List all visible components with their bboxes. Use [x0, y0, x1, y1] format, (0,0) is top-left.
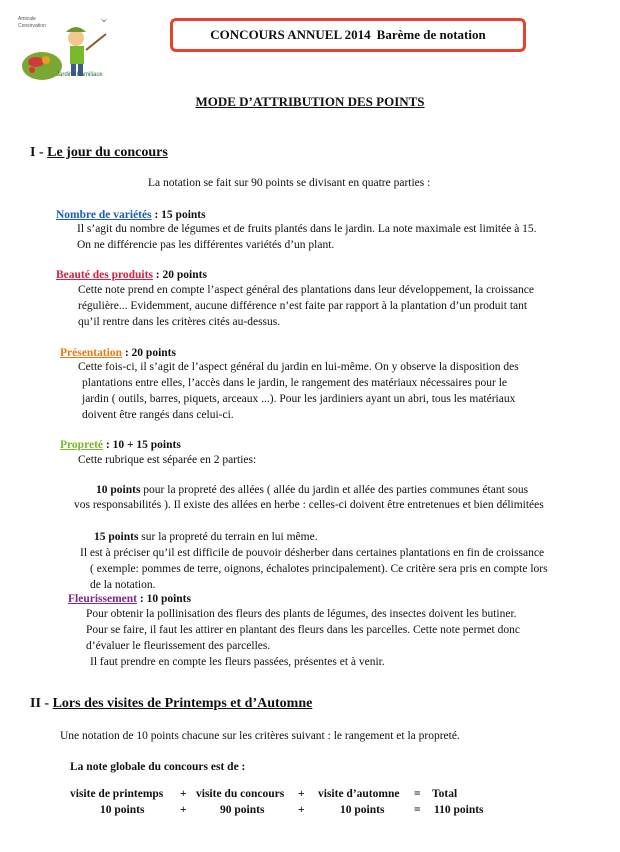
fleurissement-line2: Pour se faire, il faut les attirer en plantant des fleurs dans les parcelles. Cette note permet donc: [86, 624, 520, 636]
beaute-label: Beauté des produits: [56, 269, 153, 281]
proprete-part-b-line4: de la notation.: [90, 579, 156, 591]
proprete-part-a-line2: vos responsabilités ). Il existe des allées en herbe : celles-ci doivent être entretenues et bien délimitées: [74, 499, 544, 511]
total-row-2-c4: +: [298, 804, 305, 816]
varietes-line2: On ne différencie pas les différentes variétés d’un plant.: [77, 239, 335, 251]
fleurissement-line3: d’évaluer le fleurissement des parcelles.: [86, 640, 271, 652]
fleurissement-points: : 10 points: [136, 593, 191, 605]
total-row-1-c2: +: [180, 788, 187, 800]
club-logo: [14, 14, 124, 94]
logo-line1: Amicale: [18, 16, 36, 22]
presentation-points: : 20 points: [121, 347, 176, 359]
total-row-1-c1: visite de printemps: [70, 788, 164, 800]
proprete-intro: Cette rubrique est séparée en 2 parties:: [78, 454, 257, 466]
total-row-2-c2: +: [180, 804, 187, 816]
proprete-part-a-line1: [96, 482, 528, 498]
global-score-label: La note globale du concours est de :: [70, 761, 246, 773]
presentation-line4: doivent être rangés dans celui-ci.: [82, 409, 234, 421]
fleurissement-heading: [68, 591, 191, 607]
proprete-heading: [60, 437, 181, 453]
header-subtitle: Barème de notation: [376, 27, 486, 42]
total-row-1-c4: +: [298, 788, 305, 800]
presentation-line2: plantations entre elles, l’accès dans le jardin, le rangement des matériaux nécessaires pour le: [82, 377, 508, 389]
beaute-line3: qu’il rentre dans les critères cités au-dessus.: [78, 316, 281, 328]
logo-line2: Consirvation: [18, 23, 46, 29]
section1-heading: [30, 145, 168, 161]
total-row-1-c6: =: [414, 788, 421, 800]
beaute-heading: [56, 267, 207, 283]
proprete-part-a-points: 10 points: [96, 484, 141, 496]
proprete-part-b-line3: ( exemple: pommes de terre, oignons, échalotes principalement). Ce critère sera pris en compte lors: [90, 563, 548, 575]
proprete-points: : 10 + 15 points: [103, 439, 181, 451]
fleurissement-line1: Pour obtenir la pollinisation des fleurs des plants de légumes, des insectes doivent les butiner.: [86, 608, 517, 620]
varietes-points: : 15 points: [151, 209, 206, 221]
header-banner: [170, 18, 526, 52]
beaute-line1: Cette note prend en compte l’aspect général des plantations dans leur développement, la croissance: [78, 284, 534, 296]
proprete-part-b-text: sur la propreté du terrain en lui même.: [138, 531, 318, 543]
section2-intro: Une notation de 10 points chacune sur les critères suivant : le rangement et la propreté.: [60, 730, 460, 742]
total-row-2-c6: =: [414, 804, 421, 816]
section1-title: Le jour du concours: [47, 145, 168, 160]
presentation-line1: Cette fois-ci, il s’agit de l’aspect général du jardin en lui-même. On y observe la disposition des: [78, 361, 519, 373]
total-row-1-c5: visite d’automne: [318, 788, 400, 800]
section1-intro: La notation se fait sur 90 points se divisant en quatre parties :: [148, 177, 431, 189]
presentation-line3: jardin ( outils, barres, piquets, arceaux ...). Pour les jardiniers ayant un abri, tous les matériaux: [82, 393, 516, 405]
fleurissement-line4: Il faut prendre en compte les fleurs passées, présentes et à venir.: [90, 656, 385, 668]
total-row-2-c5: 10 points: [340, 804, 385, 816]
total-row-2-c7: 110 points: [434, 804, 484, 816]
logo-text: Jardins Familiaux: [56, 72, 103, 78]
section2-heading: [30, 696, 312, 712]
page-title: MODE D’ATTRIBUTION DES POINTS: [195, 94, 425, 109]
total-row-1-c3: visite du concours: [196, 788, 285, 800]
proprete-part-b-line2: Il est à préciser qu’il est difficile de pouvoir désherber dans certaines plantations en fin de croissance: [80, 547, 545, 559]
total-row-2-c1: 10 points: [100, 804, 145, 816]
total-row-1-c7: Total: [432, 788, 458, 800]
section2-title: Lors des visites de Printemps et d’Automne: [52, 696, 313, 711]
header-title: CONCOURS ANNUEL 2014: [210, 27, 371, 42]
proprete-part-b-line1: [94, 529, 318, 545]
section2-num: II -: [30, 696, 53, 711]
fleurissement-label: Fleurissement: [68, 593, 137, 605]
proprete-label: Propreté: [60, 439, 104, 451]
presentation-label: Présentation: [60, 347, 122, 359]
varietes-line1: Il s’agit du nombre de légumes et de fruits plantés dans le jardin. La note maximale est limitée à 15.: [77, 223, 537, 235]
proprete-part-b-points: 15 points: [94, 531, 139, 543]
varietes-label: Nombre de variétés: [56, 209, 152, 221]
beaute-line2: régulière... Evidemment, aucune différence n’est faite par rapport à la plantation d’un produit tant: [78, 300, 528, 312]
proprete-part-a-text: pour la propreté des allées ( allée du jardin et allée des parties communes étant sous: [140, 484, 529, 496]
total-row-2-c3: 90 points: [220, 804, 265, 816]
beaute-points: : 20 points: [152, 269, 207, 281]
section1-num: I -: [30, 145, 48, 160]
